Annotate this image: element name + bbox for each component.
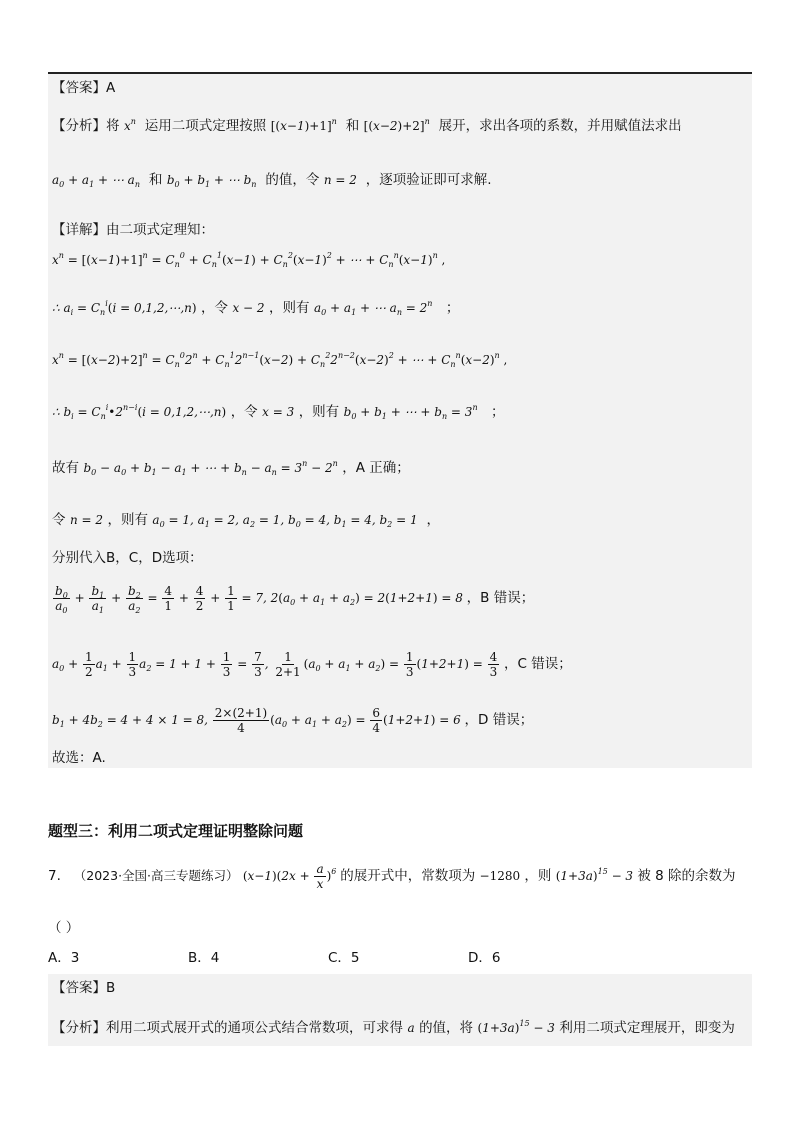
analysis-line-7: 【分析】利用二项式展开式的通项公式结合常数项，可求得 a 的值，将 $(1+3a)^{15} - 3$ 利用二项式定理展开，即变为 [52, 1019, 735, 1036]
option-a: A．3 [48, 950, 80, 966]
detail-intro: 【详解】由二项式定理知： [52, 222, 214, 238]
choose-line: 故选：A. [52, 750, 106, 766]
formula-b-coeffs: ∴ $b_i$ = $C_n^i•2^{n-i}(i$ = 0,1,2,⋯,n) ，令 x = 3 ，则有 $b_0 + b_1$ + ⋯ + $b_n = 3^n$ ； [52, 403, 505, 421]
question-7-blank: （ ） [48, 920, 80, 936]
formula-option-b: $\frac{b_0}{a_0}$ + $\frac{b_1}{a_1}$ + $\frac{b_2}{a_2}$ = $\frac{4}{1}$ + $\frac{4}{2}$ + $\frac{1}{1}$ = 7, $2(a_0 + a_1 + a_2) = 2(1+2+1) = 8$ ，B 错误； [55, 584, 535, 615]
formula-n2-values: 令 n = 2 ，则有 $a_0 = 1$, $a_1 = 2$, $a_2 = 1$, $b_0 = 4$, $b_1 = 4$, $b_2 = 1$ ， [52, 512, 440, 529]
section-heading: 题型三：利用二项式定理证明整除问题 [48, 822, 304, 840]
formula-difference: 故有 $b_0 - a_0 + b_1 - a_1$ + ⋯ + $b_n - a_n = 3^n - 2^n$ ，A 正确； [52, 459, 410, 477]
option-c: C．5 [328, 950, 360, 966]
formula-option-d: $b_1 + 4b_2 = 4 + 4 \times 1 = 8$, $\frac{2\times(2+1)}{4}$ $(a_0 + a_1 + a_2)$ = $\frac{6}{4}$ (1+2+1) = 6 ，D 错误； [52, 706, 534, 735]
formula-expansion-1: $x^n = [(x-1)+1]^n = C_n^0 + C_n^1(x-1) + C_n^2(x-1)^2$ + ⋯ + $C_n^n(x-1)^n$ , [52, 251, 446, 269]
formula-a-coeffs: ∴ $a_i = C_n^i(i$ = 0,1,2,⋯,n) ，令 x − 2 ，则有 $a_0 + a_1$ + ⋯ $a_n = 2^n$ ； [52, 299, 460, 317]
analysis-line-1: 【分析】将 $x^n$ 运用二项式定理按照 $[(x-1)+1]^n$ 和 $[(x-2)+2]^n$ 展开，求出各项的系数，并用赋值法求出 [52, 117, 682, 134]
formula-option-c: $a_0$ + $\frac{1}{2}$ $a_1$ + $\frac{1}{3}$ $a_2 = 1 + 1$ + $\frac{1}{3}$ = $\frac{7}{3}$ , $\frac{1}{2+1}$ $(a_0 + a_1 + a_2)$ = $\frac{1}{3}$ (1+2+1) = $\frac{4}{3}$ ，C 错误； [52, 650, 572, 679]
formula-expansion-2: $x^n = [(x-2)+2]^n = C_n^02^n + C_n^12^{n-1}(x-2) + C_n^22^{n-2}(x-2)^2$ + ⋯ + $C_n^n(x-2)^n$ , [52, 351, 508, 369]
analysis-line-2: $a_0 + a_1$ + ⋯ $a_n$ 和 $b_0 + b_1$ + ⋯ $b_n$ 的值，令 n = 2 ，逐项验证即可求解. [52, 172, 492, 189]
solution-block [48, 74, 752, 768]
answer-label-7: 【答案】B [52, 980, 116, 996]
substitute-line: 分别代入B，C，D选项： [52, 550, 203, 566]
option-b: B．4 [188, 950, 220, 966]
question-7-line: 7. （2023·全国·高三专题练习） (x−1)(2x + $\frac{a}{x}$ )$^6$ 的展开式中，常数项为 −1280 ，则 $(1+3a)^{15} - 3$ 被 8 除的余数为 [48, 862, 736, 891]
solution-block-7 [48, 974, 752, 1046]
option-d: D．6 [468, 950, 501, 966]
answer-label: 【答案】A [52, 80, 116, 96]
